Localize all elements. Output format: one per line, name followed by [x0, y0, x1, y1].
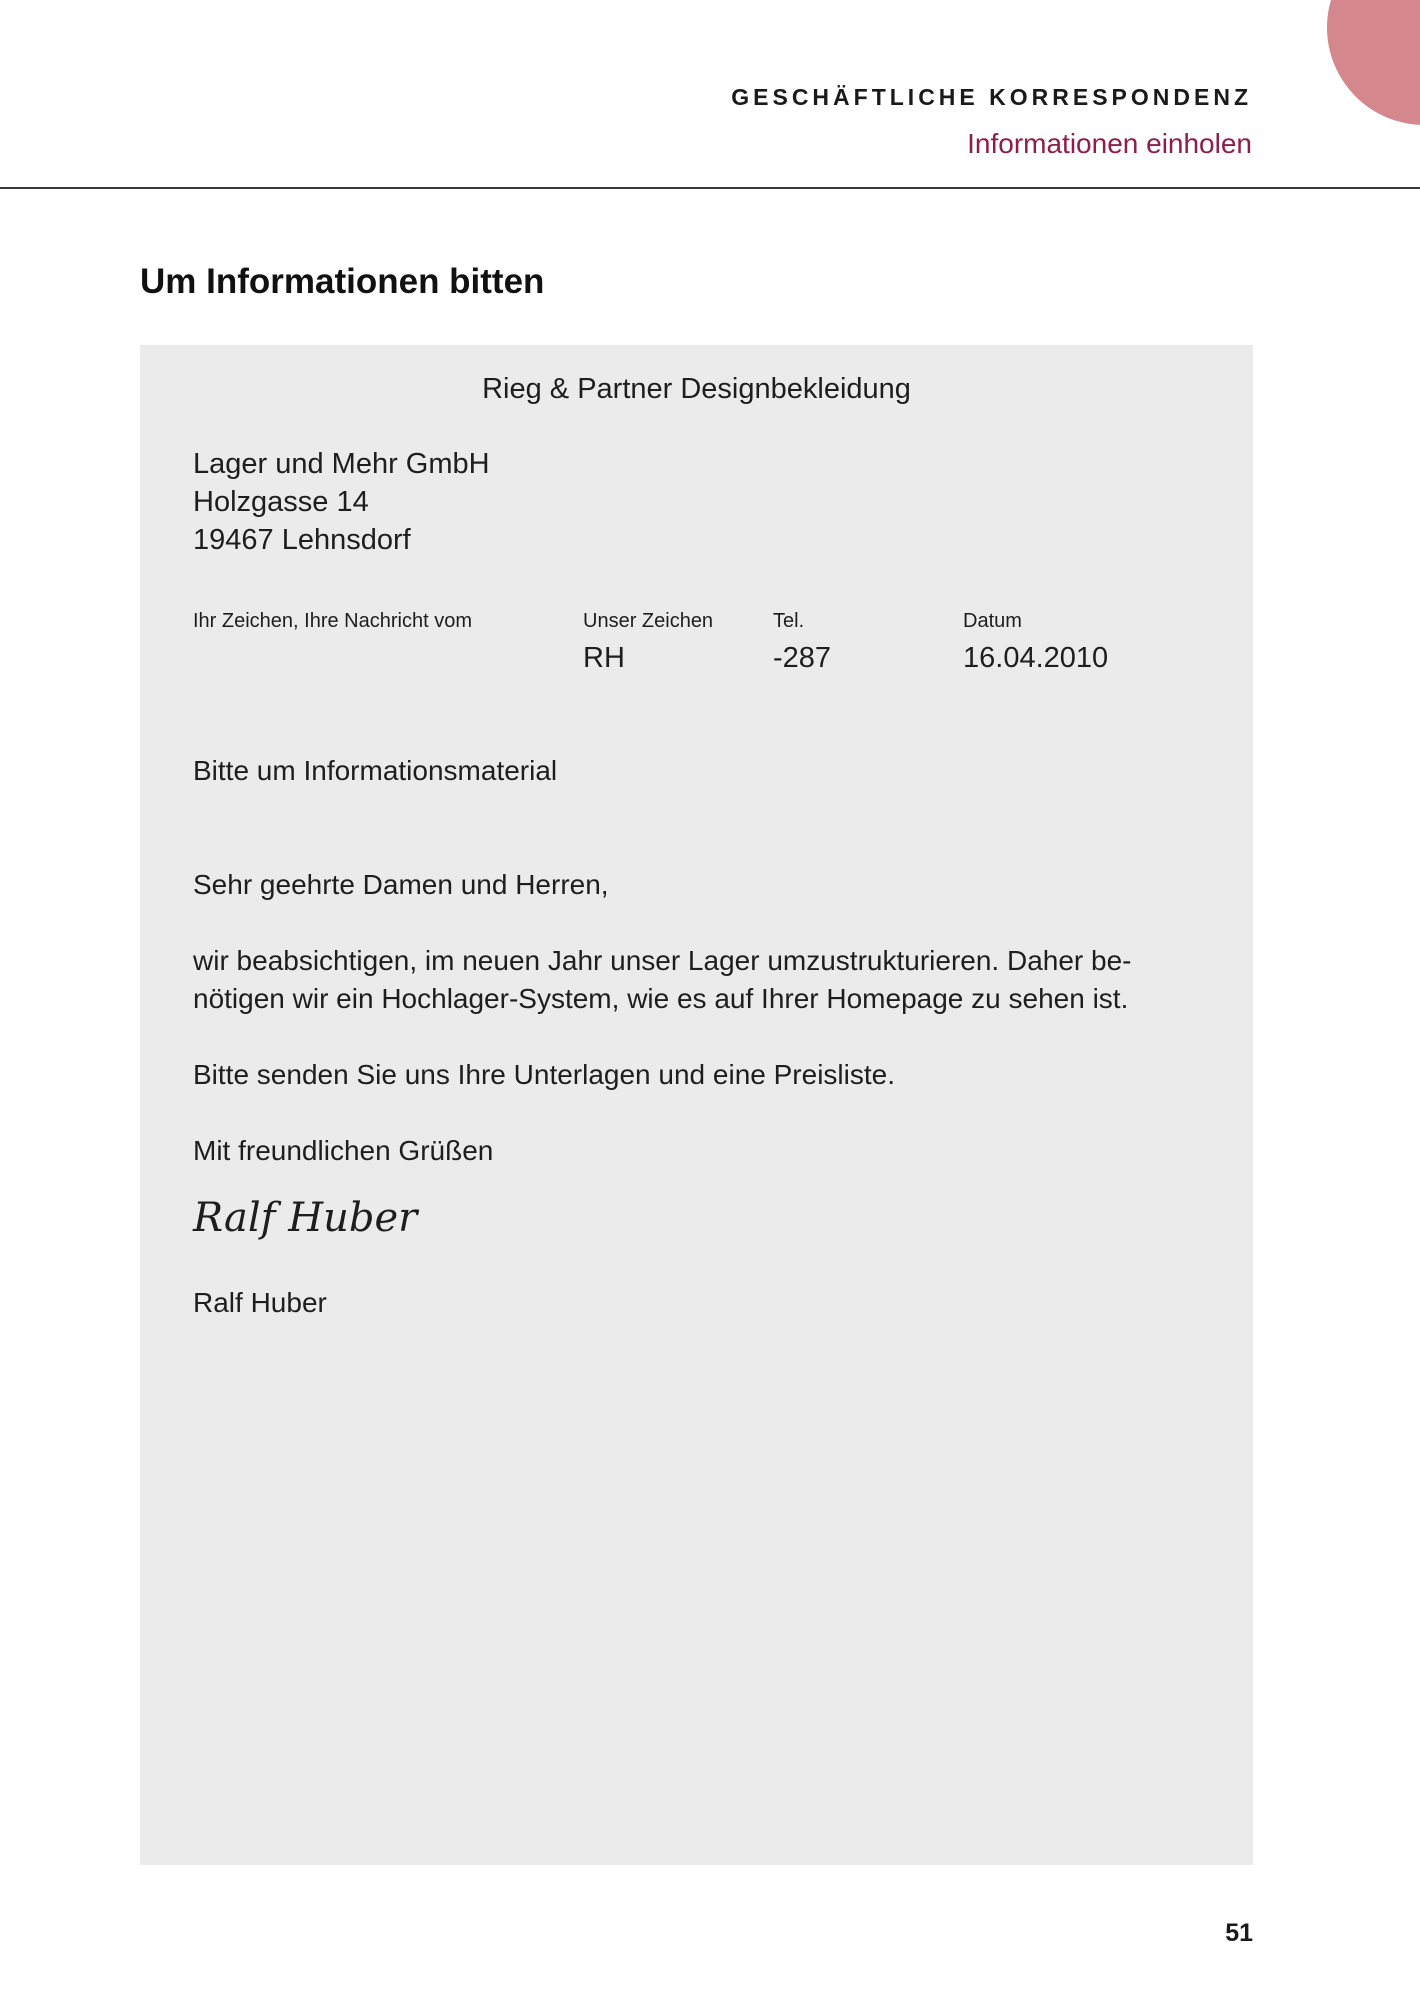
header-divider — [0, 187, 1420, 189]
tel-label: Tel. — [773, 610, 805, 632]
page-number: 51 — [1225, 1919, 1253, 1947]
letter-sender: Rieg & Partner Designbekleidung — [482, 373, 911, 405]
date-value: 16.04.2010 — [963, 642, 1109, 674]
handwritten-signature: Ralf Huber — [193, 1195, 418, 1241]
letter-box — [140, 345, 1253, 1865]
date-label: Datum — [963, 610, 1022, 632]
our-reference-value: RH — [583, 642, 625, 674]
letter-paragraph-line: wir beabsichtigen, im neuen Jahr unser Lager umzustrukturieren. Daher be- — [193, 945, 1132, 976]
letter-paragraph-line: nötigen wir ein Hochlager-System, wie es auf Ihrer Homepage zu sehen ist. — [193, 983, 1129, 1014]
letter-closing: Mit freundlichen Grüßen — [193, 1135, 494, 1166]
tel-value: -287 — [773, 642, 832, 674]
recipient-city: 19467 Lehnsdorf — [193, 524, 411, 556]
header-subtitle: Informationen einholen — [967, 128, 1252, 159]
signer-name: Ralf Huber — [193, 1287, 327, 1318]
recipient-street: Holzgasse 14 — [193, 486, 369, 518]
letter-salutation: Sehr geehrte Damen und Herren, — [193, 869, 609, 900]
section-title: Um Informationen bitten — [140, 262, 545, 301]
our-reference-label: Unser Zeichen — [583, 610, 714, 632]
your-reference-label: Ihr Zeichen, Ihre Nachricht vom — [193, 610, 472, 632]
letter-subject: Bitte um Informationsmaterial — [193, 755, 558, 786]
corner-decoration-circle — [1327, 0, 1420, 125]
letter-request: Bitte senden Sie uns Ihre Unterlagen und eine Preisliste. — [193, 1059, 895, 1090]
header-kicker: GESCHÄFTLICHE KORRESPONDENZ — [731, 84, 1252, 110]
recipient-company: Lager und Mehr GmbH — [193, 448, 490, 480]
